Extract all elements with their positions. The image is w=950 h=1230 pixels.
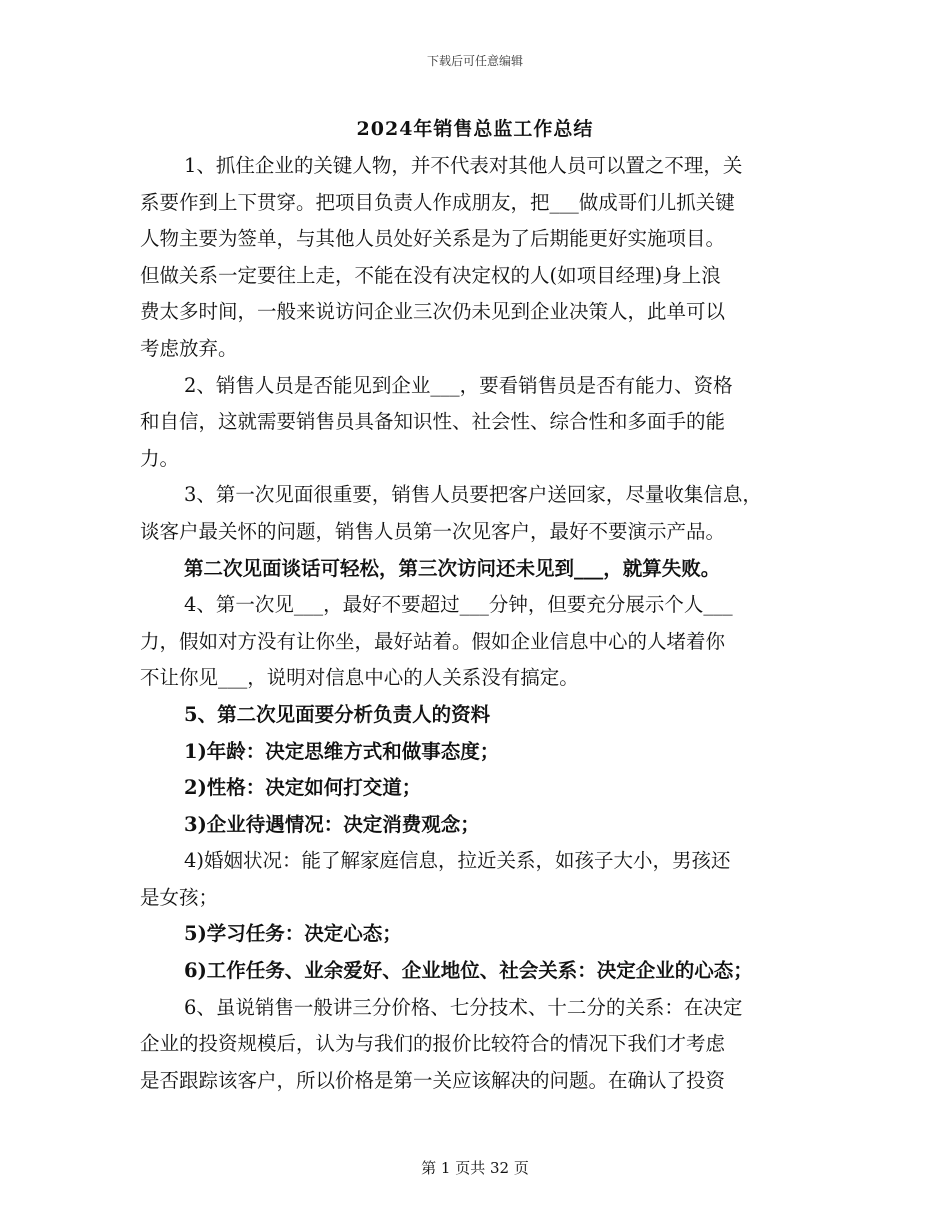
paragraph-line: 6)工作任务、业余爱好、企业地位、社会关系：决定企业的心态； bbox=[184, 959, 753, 983]
paragraph-line: 5)学习任务：决定心态； bbox=[184, 922, 402, 946]
paragraph-line: 力。 bbox=[140, 446, 180, 470]
paragraph-line: 考虑放弃。 bbox=[140, 336, 238, 360]
paragraph-line: 谈客户最关怀的问题，销售人员第一次见客户，最好不要演示产品。 bbox=[140, 519, 726, 543]
paragraph-line: 但做关系一定要往上走，不能在没有决定权的人(如项目经理)身上浪 bbox=[140, 263, 721, 287]
document-title: 2024年销售总监工作总结 bbox=[356, 118, 594, 140]
paragraph-line: 人物主要为签单，与其他人员处好关系是为了后期能更好实施项目。 bbox=[140, 227, 726, 251]
paragraph-line: 力，假如对方没有让你坐，最好站着。假如企业信息中心的人堵着你 bbox=[140, 629, 726, 653]
document-body bbox=[140, 148, 830, 1099]
paragraph-line: 是女孩； bbox=[140, 885, 219, 909]
header-note: 下载后可任意编辑 bbox=[426, 54, 523, 68]
paragraph-line: 费太多时间，一般来说访问企业三次仍未见到企业决策人，此单可以 bbox=[140, 300, 726, 324]
page-number: 第 1 页共 32 页 bbox=[421, 1159, 529, 1177]
paragraph-line: 第二次见面谈话可轻松，第三次访问还未见到___，就算失败。 bbox=[184, 556, 721, 580]
paragraph-line: 2)性格：决定如何打交道； bbox=[184, 776, 422, 800]
paragraph-line: 6、虽说销售一般讲三分价格、七分技术、十二分的关系：在决定 bbox=[184, 995, 743, 1019]
paragraph-line: 3)企业待遇情况：决定消费观念； bbox=[184, 812, 480, 836]
paragraph-line: 4)婚姻状况：能了解家庭信息，拉近关系，如孩子大小，男孩还 bbox=[184, 849, 731, 873]
paragraph-line: 1)年龄：决定思维方式和做事态度； bbox=[184, 739, 500, 763]
paragraph-line: 企业的投资规模后，认为与我们的报价比较符合的情况下我们才考虑 bbox=[140, 1032, 726, 1056]
paragraph-line: 和自信，这就需要销售员具备知识性、社会性、综合性和多面手的能 bbox=[140, 410, 726, 434]
paragraph-line: 1、抓住企业的关键人物，并不代表对其他人员可以置之不理，关 bbox=[184, 154, 743, 177]
paragraph-line: 是否跟踪该客户，所以价格是第一关应该解决的问题。在确认了投资 bbox=[140, 1068, 726, 1092]
paragraph-line: 4、第一次见___，最好不要超过___分钟，但要充分展示个人___ bbox=[184, 593, 733, 617]
paragraph-line: 不让你见___，说明对信息中心的人关系没有搞定。 bbox=[140, 666, 579, 690]
paragraph-line: 5、第二次见面要分析负责人的资料 bbox=[184, 702, 491, 726]
paragraph-line: 系要作到上下贯穿。把项目负责人作成朋友，把___做成哥们儿抓关键 bbox=[140, 190, 735, 214]
paragraph-line: 2、销售人员是否能见到企业___，要看销售员是否有能力、资格 bbox=[184, 373, 733, 397]
paragraph-line: 3、第一次见面很重要，销售人员要把客户送回家，尽量收集信息， bbox=[184, 483, 762, 507]
